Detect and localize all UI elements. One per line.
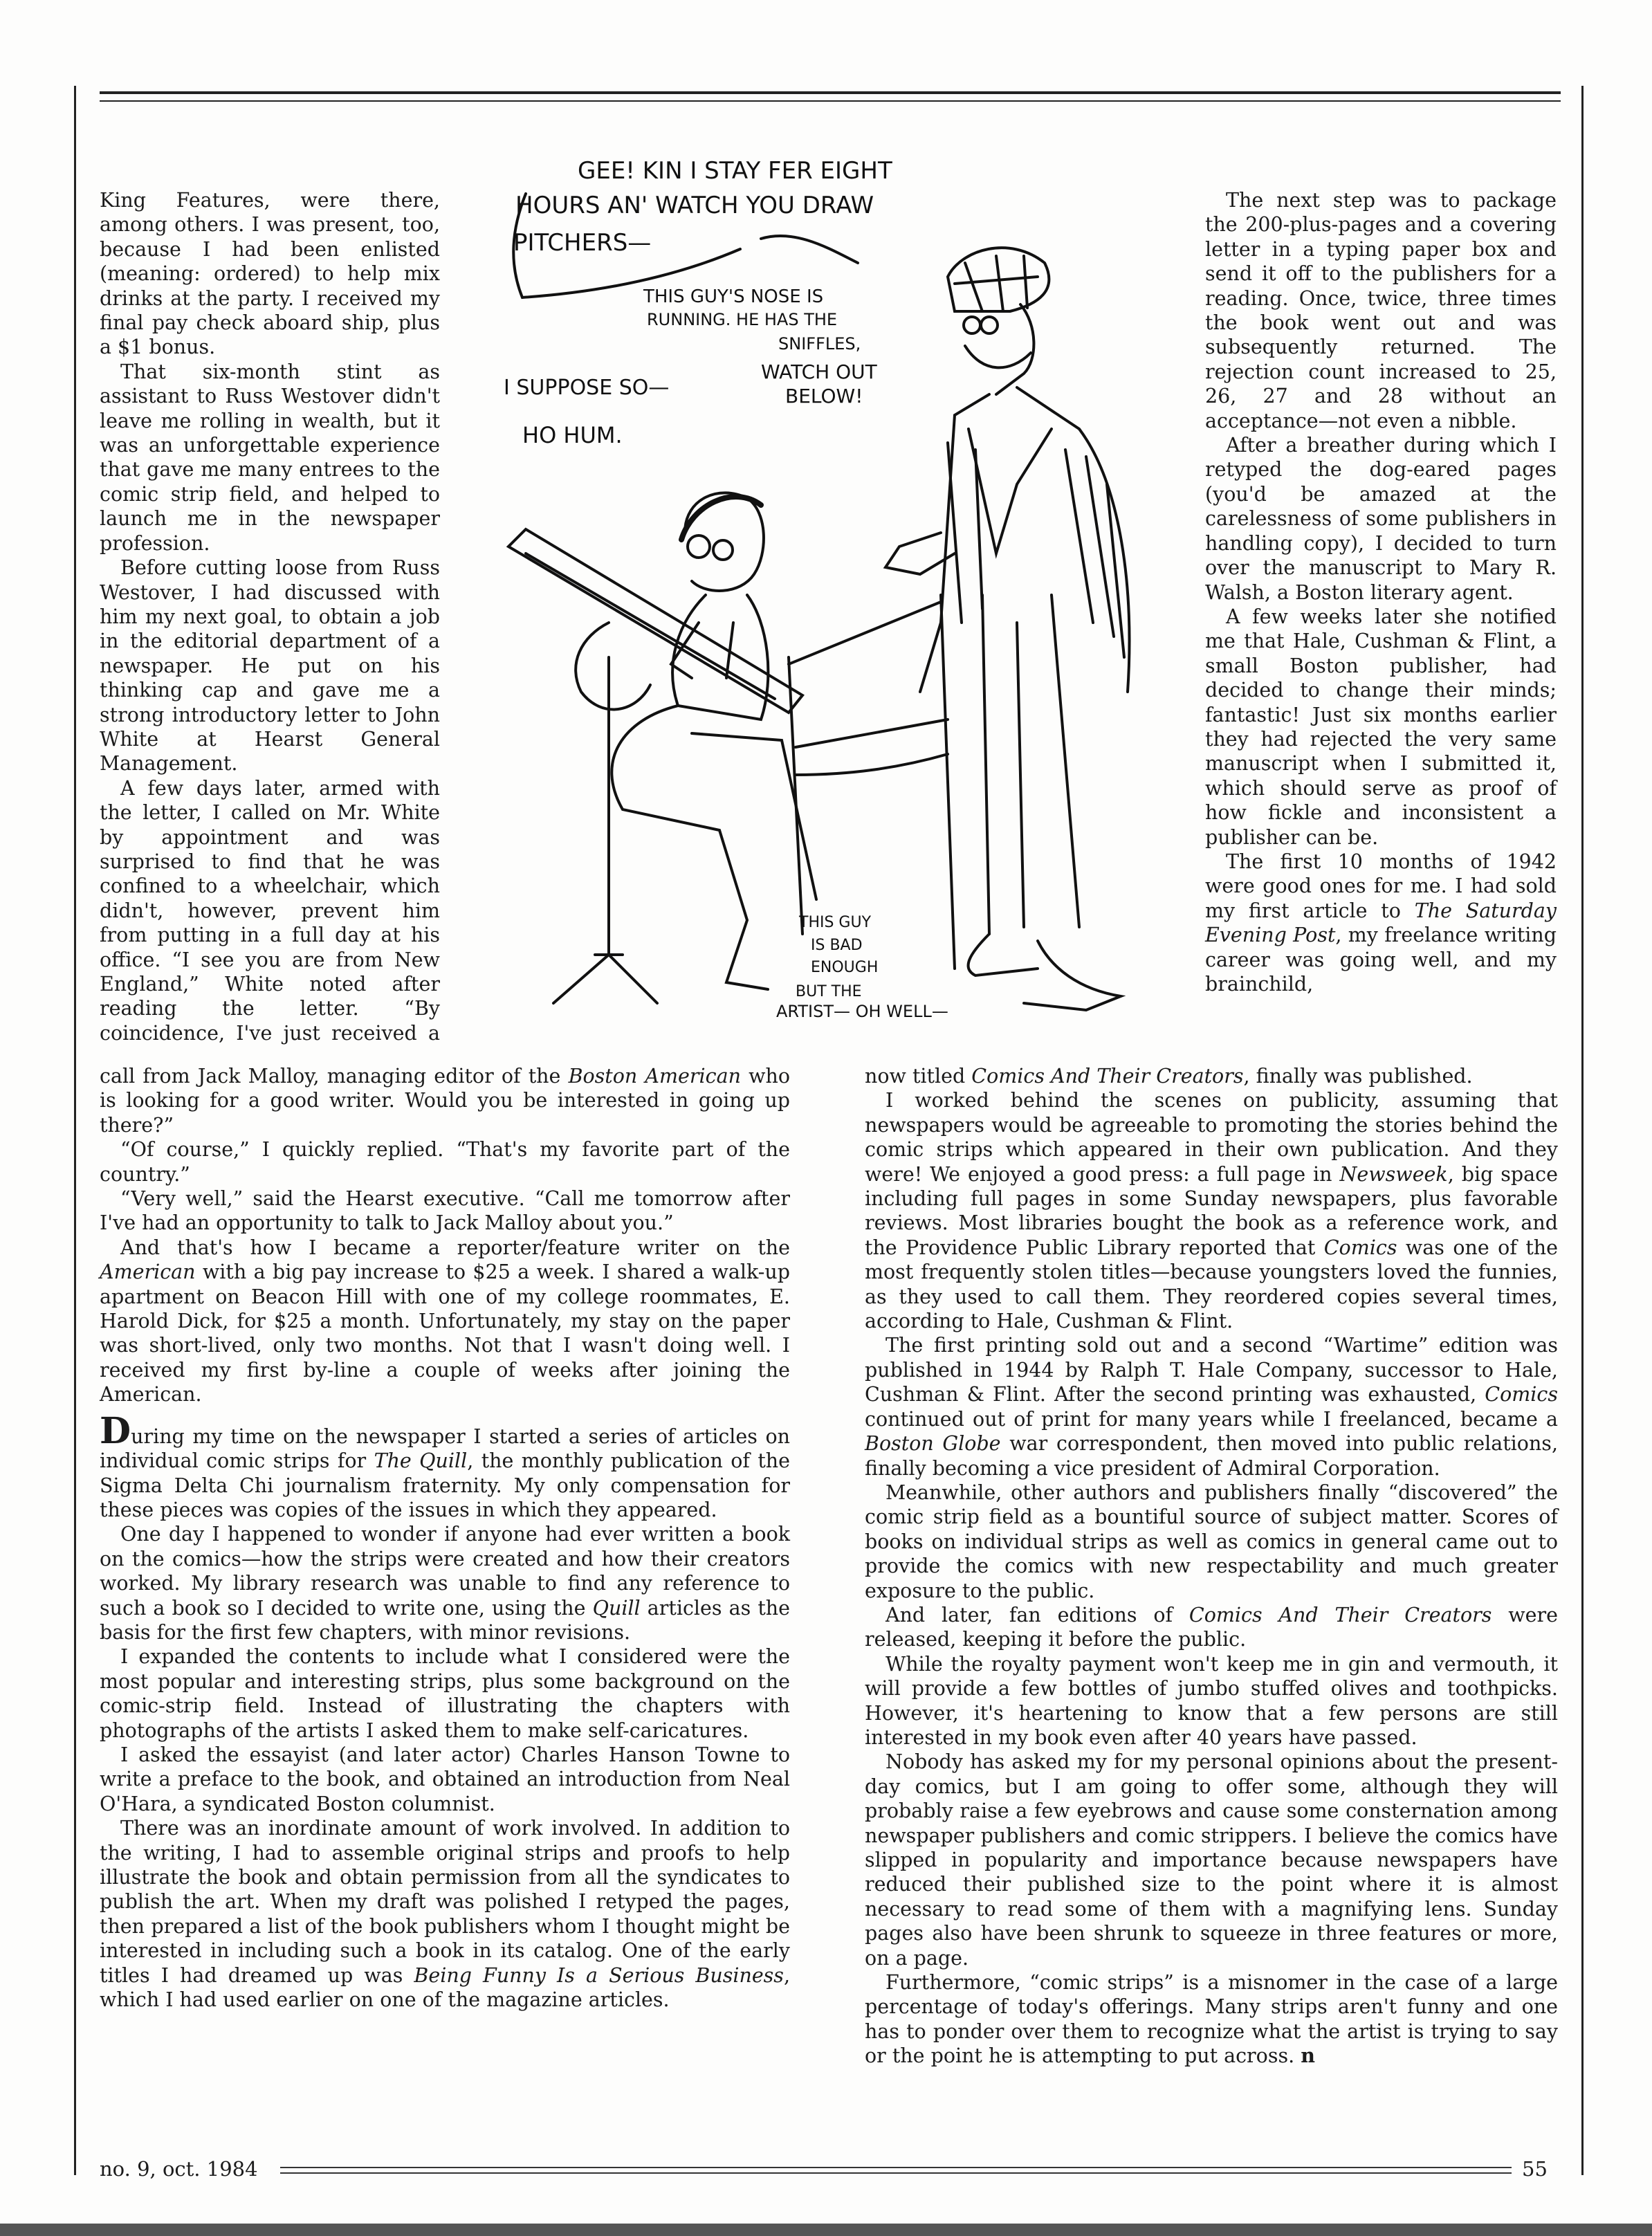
text-run: war correspondent, then moved into public relations, finally becoming a vice president of Admiral Corporation. <box>865 1432 1558 1480</box>
italic-title: Comics And Their Creators <box>1188 1603 1492 1626</box>
text-run: uring my time on the newspaper I started a series of articles on individual comic strips for <box>100 1424 790 1473</box>
text-run: And that's how I became a reporter/feature writer on the <box>120 1236 790 1259</box>
text-run: Nobody has asked my for my personal opinions about the present-day comics, but I am going to offer some, although they will probably raise a few eyebrows and cause some consternation among newspaper publishers and comic strippers. I believe the comics have slipped in popularity and importance because newspapers have reduced their published size to the point where it is almost necessary to read some of them with a magnifying lens. Sunday pages also have been shrunk to squeeze in three features or more, on a page. <box>865 1750 1558 1970</box>
italic-title: The Quill <box>374 1449 468 1473</box>
bottom-caption-line: BUT THE <box>796 983 862 1000</box>
scan-edge-band <box>0 2224 1652 2236</box>
balloon-line: HOURS AN' WATCH YOU DRAW <box>515 192 874 219</box>
drop-cap: D <box>100 1409 131 1452</box>
text-run: After a breather during which I retyped the dog-eared pages (you'd be amazed at the carelessness of some publishers in handling copy), I decided to turn over the manuscript to Mary R. Walsh, a Boston literary agent. <box>1205 434 1557 604</box>
text-run: And later, fan editions of <box>885 1603 1189 1626</box>
text-run: The first printing sold out and a second “Wartime” edition was published in 1944 by Ralph T. Hale Company, successor to Hale, Cushman & Flint. After the second printing was exhausted, <box>865 1334 1558 1406</box>
text-run: , my freelance writing career was going well, and my brainchild, <box>1205 924 1557 996</box>
paragraph <box>1205 850 1557 996</box>
text-run: The next step was to package the 200-plus-pages and a covering letter in a typing paper box and send it off to the publishers for a reading. Once, twice, three times the book went out and was subsequently returned. The rejection count increased to 25, 26, 27 and 28 without an acceptance—not even a nibble. <box>1205 189 1557 432</box>
paragraph <box>100 1409 790 1523</box>
paragraph <box>865 1970 1558 2069</box>
text-run: That six-month stint as assistant to Russ Westover didn't leave me rolling in wealth, but it was an unforgettable experience that gave me many entrees to the comic strip field, and helped to launch me in the newspaper profession. <box>100 360 440 555</box>
paragraph <box>100 1522 790 1644</box>
text-run: were released, keeping it before the public. <box>865 1603 1558 1651</box>
nose-line: THIS GUY'S NOSE IS <box>643 286 824 307</box>
text-run: I expanded the contents to include what I considered were the most popular and interesting strips, plus some background on the comic-strip field. Instead of illustrating the chapters with photographs of the artists I asked them to make self-caricatures. <box>100 1645 790 1742</box>
page-number: 55 <box>1522 2157 1548 2181</box>
text-run: “Of course,” I quickly replied. “That's my favorite part of the country.” <box>100 1138 790 1186</box>
italic-title: American <box>100 1261 196 1284</box>
italic-title: Comics And Their Creators <box>971 1065 1244 1088</box>
paragraph <box>100 776 440 1045</box>
text-run: Furthermore, “comic strips” is a misnomer in the case of a large percentage of today's offerings. Many strips aren't funny and one has to ponder over them to recognize what the artist is trying to say or the point he is attempting to put across. <box>865 1971 1558 2068</box>
italic-title: Being Funny Is a Serious Business <box>414 1963 784 1987</box>
nose-line: WATCH OUT <box>761 360 877 383</box>
end-mark: n <box>1301 2044 1315 2068</box>
paragraph <box>865 1750 1558 1970</box>
text-run: I asked the essayist (and later actor) Charles Hanson Towne to write a preface to the book, and obtained an introduction from Neal O'Hara, a syndicated Boston columnist. <box>100 1743 790 1815</box>
paragraph <box>100 1236 790 1407</box>
text-run: , which I had used earlier on one of the magazine articles. <box>100 1963 790 2012</box>
italic-title: The Saturday Evening Post <box>1205 899 1557 947</box>
text-run: Meanwhile, other authors and publishers finally “discovered” the comic strip field as a bountiful source of subject matter. Scores of books on individual strips as well as comics in general came out to provide the comics with new respectability and much greater exposure to the public. <box>865 1481 1558 1602</box>
nose-line: RUNNING. HE HAS THE <box>647 310 838 329</box>
paragraph <box>100 1137 790 1186</box>
cartoon-captions <box>504 157 948 1021</box>
paragraph <box>865 1333 1558 1480</box>
footer-rule-lower <box>280 2172 1512 2174</box>
paragraph <box>100 1186 790 1236</box>
paragraph <box>865 1064 1558 1088</box>
right-border-line <box>1581 86 1584 2175</box>
paragraph <box>1205 433 1557 605</box>
text-run: King Features, were there, among others. I was present, too, because I had been enlisted (meaning: ordered) to help mix drinks at the party. I received my final pay check aboard ship, plus a $1 bonus. <box>100 189 440 359</box>
paragraph <box>100 556 440 776</box>
text-run: , big space including full pages in some Sunday newspapers, plus favorable reviews. Most libraries bought the book as a reference work, and the Providence Public Library reported that <box>865 1162 1558 1259</box>
top-rule-thin <box>100 100 1561 102</box>
paragraph <box>1205 605 1557 850</box>
paragraph <box>865 1603 1558 1652</box>
text-run: , the monthly publication of the Sigma Delta Chi journalism fraternity. My only compensation for these pieces was copies of the issues in which they appeared. <box>100 1449 790 1521</box>
nose-line: SNIFFLES, <box>778 334 861 354</box>
reply-line: HO HUM. <box>522 422 623 448</box>
bottom-caption-line: ARTIST— OH WELL— <box>776 1002 948 1021</box>
italic-title: Comics <box>1485 1383 1558 1406</box>
italic-title: Boston Globe <box>865 1432 1001 1456</box>
text-run: A few weeks later she notified me that Hale, Cushman & Flint, a small Boston publisher, had decided to change their minds; fantastic! Just six months earlier they had rejected the very same manuscript when I submitted it, which should serve as proof of how fickle and inconsistent a publisher can be. <box>1205 605 1557 849</box>
italic-title: Boston American <box>568 1065 741 1088</box>
paragraph <box>865 1652 1558 1750</box>
paragraph <box>100 1743 790 1816</box>
italic-title: Comics <box>1323 1236 1397 1259</box>
text-run: The first 10 months of 1942 were good ones for me. I had sold my first article to <box>1205 850 1557 922</box>
footer-issue: no. 9, oct. 1984 <box>100 2157 258 2181</box>
text-run: articles as the basis for the first few chapters, with minor revisions. <box>100 1596 790 1644</box>
top-rule-thick <box>100 91 1561 94</box>
balloon-line: GEE! KIN I STAY FER EIGHT <box>578 157 892 185</box>
text-run: There was an inordinate amount of work involved. In addition to the writing, I had to assemble original strips and proofs to help illustrate the book and obtain permission from all the syndicates to publish the art. When my draft was polished I retyped the pages, then prepared a list of the book publishers whom I thought might be interested in including such a book in its catalog. One of the early titles I had dreamed up was <box>100 1817 790 1987</box>
italic-title: Quill <box>592 1596 641 1620</box>
text-run: One day I happened to wonder if anyone had ever written a book on the comics—how the strips were created and how their creators worked. My library research was unable to find any reference to such a book so I decided to write one, using the <box>100 1523 790 1620</box>
paragraph <box>100 1064 790 1137</box>
text-run: A few days later, armed with the letter, I called on Mr. White by appointment and was surprised to find that he was confined to a wheelchair, which didn't, however, prevent him from putting in a full day at his office. “I see you are from New England,” White noted after reading the letter. “By coincidence, I've just received a <box>100 776 440 1045</box>
reply-line: I SUPPOSE SO— <box>504 376 670 400</box>
bottom-caption-line: IS BAD <box>811 937 863 954</box>
column-left-narrow <box>100 188 440 1045</box>
text-run: I worked behind the scenes on publicity, assuming that newspapers would be agreeable to promoting the stories behind the comic strips which appeared in their own publication. And they were! We enjoyed a good press: a full page in <box>865 1089 1558 1186</box>
column-right-wide <box>865 1064 1558 2069</box>
paragraph <box>100 360 440 556</box>
nose-line: BELOW! <box>785 385 863 407</box>
text-run: with a big pay increase to $25 a week. I shared a walk-up apartment on Beacon Hill with one of my college roommates, E. Harold Dick, for $25 a month. Unfortunately, my stay on the paper was short-lived, only two months. Not that I wasn't doing well. I received my first by-line a couple of weeks after joining the American. <box>100 1261 790 1406</box>
balloon-line: PITCHERS— <box>513 229 652 257</box>
italic-title: Newsweek <box>1339 1162 1448 1186</box>
paragraph <box>100 1816 790 2012</box>
cartoon-drawing <box>508 194 1129 1010</box>
text-run: was one of the most frequently stolen titles—because youngsters loved the funnies, as they used to call them. They reordered copies several times, according to Hale, Cushman & Flint. <box>865 1236 1559 1333</box>
paragraph <box>100 188 440 360</box>
paragraph <box>1205 188 1557 433</box>
text-run: now titled <box>865 1065 972 1088</box>
left-border-line <box>74 86 76 2175</box>
bottom-caption-line: THIS GUY <box>799 914 872 931</box>
text-run: call from Jack Malloy, managing editor of the <box>100 1065 569 1088</box>
text-run: continued out of print for many years while I freelanced, became a <box>865 1407 1558 1431</box>
footer-rule-upper <box>280 2167 1512 2168</box>
text-run: Before cutting loose from Russ Westover, I had discussed with him my next goal, to obtain a job in the editorial department of a newspaper. He put on his thinking cap and gave me a strong introductory letter to John White at Hearst General Management. <box>100 556 440 776</box>
column-left-wide <box>100 1064 790 2012</box>
text-run: “Very well,” said the Hearst executive. “Call me tomorrow after I've had an opportunity to talk to Jack Malloy about you.” <box>100 1187 790 1235</box>
text-run: who is looking for a good writer. Would you be interested in going up there?” <box>100 1065 791 1137</box>
column-right-narrow <box>1205 188 1557 996</box>
paragraph <box>100 1644 790 1743</box>
paragraph <box>865 1481 1558 1603</box>
text-run: While the royalty payment won't keep me in gin and vermouth, it will provide a few bottles of jumbo stuffed olives and toothpicks. However, it's heartening to know that a few persons are still interested in my book even after 40 years have passed. <box>865 1652 1558 1749</box>
text-run: , finally was published. <box>1243 1065 1473 1088</box>
bottom-caption-line: ENOUGH <box>811 959 879 976</box>
paragraph <box>865 1088 1558 1333</box>
